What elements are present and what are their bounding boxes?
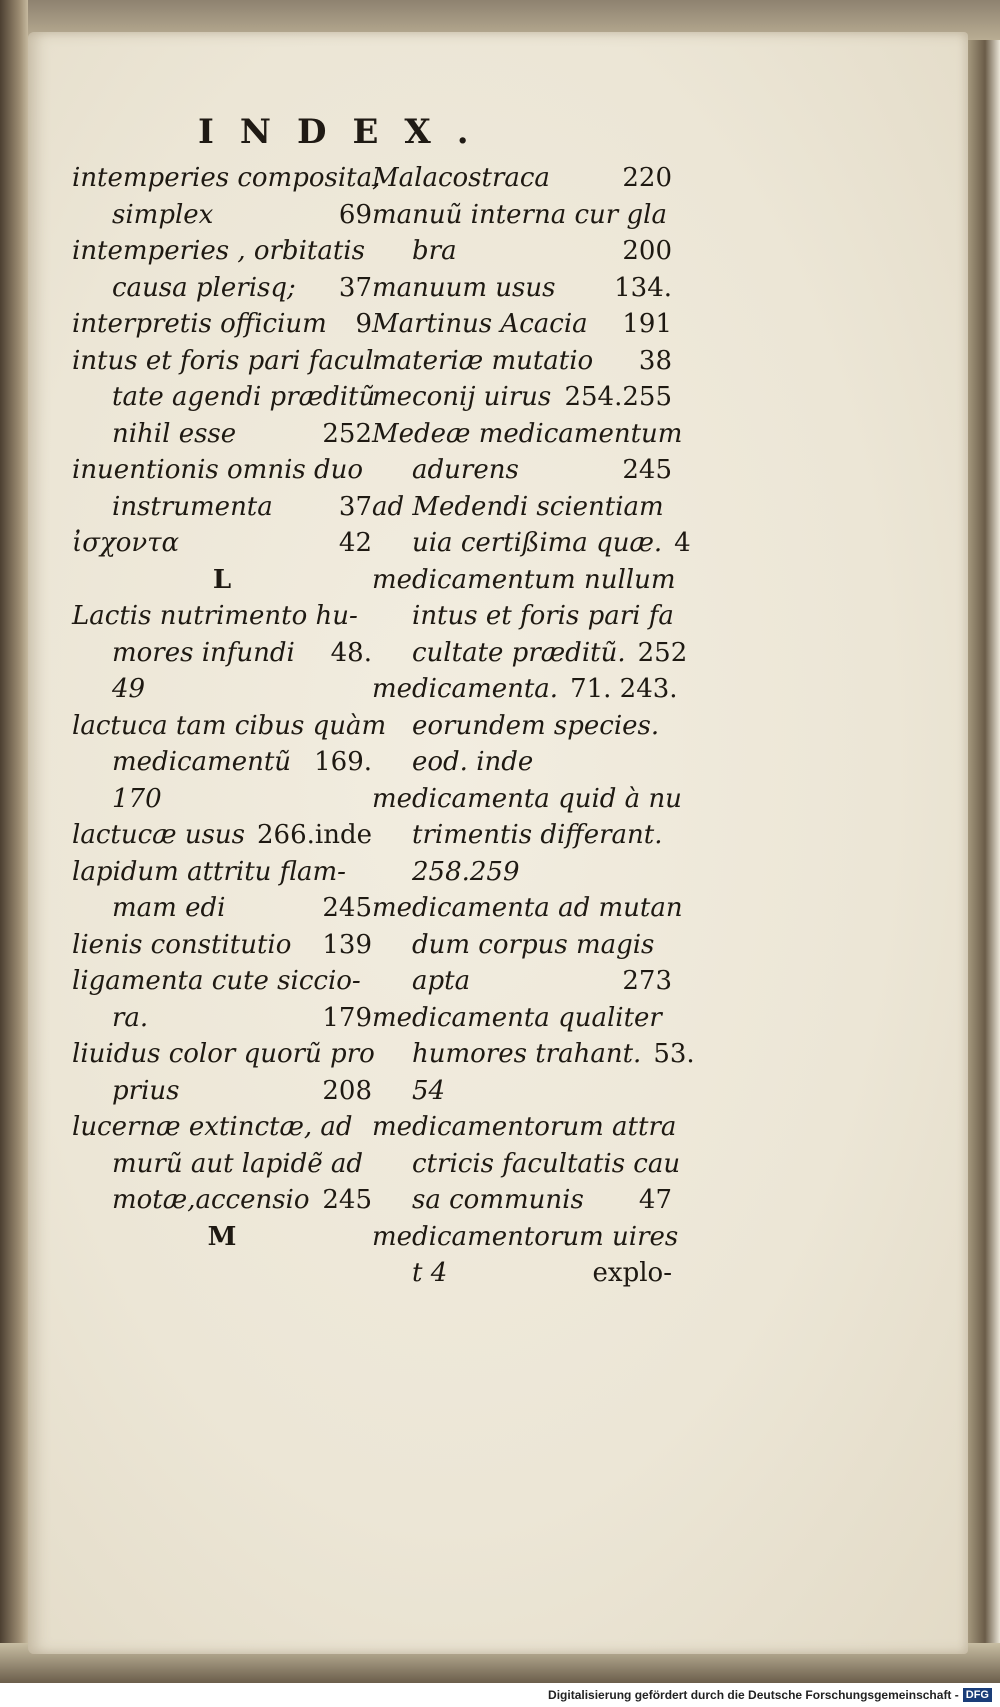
footer-credit: Digitalisierung gefördert durch die Deutsche Forschungsgemeinschaft - [548, 1688, 959, 1702]
index-entry [72, 1182, 372, 1219]
index-entry-page-number: 254.255 [564, 382, 672, 412]
index-entry-text: interpretis officium [72, 309, 327, 339]
index-entry [372, 525, 691, 562]
index-entry [372, 343, 672, 380]
index-entry-text: lactucæ usus [72, 820, 246, 850]
index-entry [372, 598, 672, 635]
index-column-right [372, 160, 695, 1292]
index-entry-page-number: 134. [614, 272, 672, 303]
index-entry-text: instrumenta [112, 491, 273, 522]
index-entry [72, 744, 372, 781]
index-entry-text: tate agendi præditũ [112, 382, 376, 412]
index-entry-page-number: 252 [322, 418, 372, 449]
index-entry-text: medicamenta qualiter [372, 1002, 662, 1033]
index-entry-text: medicamenta quid à nu [372, 783, 682, 814]
index-entry-text: nihil esse [112, 418, 237, 449]
index-entry-text: intemperies composita, [72, 163, 381, 193]
index-entry-text: Malacostraca [372, 163, 550, 193]
index-entry-text: lactuca tam cibus quàm [72, 710, 387, 741]
index-entry [72, 671, 372, 708]
index-entry-text: intus et foris pari facul [72, 345, 374, 376]
index-entry-text: prius [112, 1075, 180, 1106]
index-entry-text: ἰσχοντα [72, 528, 180, 558]
index-entry [72, 963, 372, 1000]
index-entry-page-number: 191 [622, 309, 672, 339]
dfg-logo: DFG [963, 1688, 992, 1702]
index-entry [72, 306, 372, 343]
index-entry-text: dum corpus magis [412, 929, 655, 960]
index-entry [72, 890, 372, 927]
index-entry-page-number: 179 [322, 1002, 372, 1033]
index-entry [372, 817, 672, 854]
index-entry-text: medicamenta ad mutan [372, 893, 683, 923]
index-entry [372, 197, 672, 234]
index-entry [372, 233, 672, 270]
index-entry [372, 416, 683, 453]
index-entry-text: eorundem species. [412, 710, 660, 741]
index-entry-page-number: 266.inde [257, 820, 372, 850]
index-entry-text: apta [412, 966, 471, 996]
index-entry-page-number: 71. 243. [570, 674, 678, 704]
index-entry [72, 416, 372, 453]
index-entry-text: ligamenta cute siccio- [72, 966, 361, 996]
index-entry-page-number: 245 [322, 1185, 372, 1215]
index-entry-text: manuũ interna cur gla [372, 199, 667, 230]
index-entry [372, 452, 672, 489]
index-entry-page-number: 9 [355, 309, 372, 339]
index-entry-page-number: 37 [338, 272, 372, 303]
index-entry-page-number: explo- [592, 1258, 672, 1288]
index-entry-text: adurens [412, 455, 519, 485]
index-entry-page-number: 48. [330, 637, 372, 668]
index-entry [72, 598, 372, 635]
index-entry [372, 708, 672, 745]
index-entry [72, 343, 372, 380]
index-entry [372, 379, 672, 416]
index-entry-page-number: 38 [638, 345, 672, 376]
index-entry-text: ctricis facultatis cau [412, 1148, 681, 1179]
footer-bar [0, 1683, 1000, 1707]
index-entry [372, 306, 672, 343]
index-entry-page-number: 220 [622, 163, 672, 193]
index-entry-text: Martinus Acacia [372, 309, 588, 339]
index-entry [372, 635, 688, 672]
index-entry [72, 1073, 372, 1110]
index-entry [372, 1109, 677, 1146]
index-entry-page-number: 273 [622, 966, 672, 996]
index-entry [72, 1036, 375, 1073]
index-entry-page-number: 200 [622, 236, 672, 266]
index-entry-page-number: 69 [338, 199, 372, 230]
index-entry-text: bra [412, 236, 457, 266]
index-entry [372, 489, 672, 526]
index-entry [72, 197, 372, 234]
index-entry-text: liuidus color quorũ pro [72, 1039, 375, 1069]
index-entry-page-number: 53. [653, 1039, 695, 1069]
index-entry-text: trimentis differant. [412, 820, 663, 850]
index-entry-text: Lactis nutrimento hu- [72, 601, 358, 631]
index-entry-page-number: 245 [622, 455, 672, 485]
index-entry-text: causa plerisq; [112, 272, 296, 303]
index-entry-text: uia certißima quæ. [412, 528, 663, 558]
index-entry-text: lapidum attritu flam- [72, 856, 346, 887]
index-entry [72, 817, 372, 854]
index-entry-text: materiæ mutatio [372, 345, 594, 376]
index-section-letter [72, 562, 372, 599]
index-entry-text: cultate præditũ. [412, 637, 626, 668]
index-entry [72, 233, 372, 270]
index-entry [72, 489, 372, 526]
index-entry [372, 1146, 681, 1183]
index-column-left [72, 160, 387, 1255]
index-entry [72, 1000, 372, 1037]
book-binding [0, 0, 28, 1707]
index-entry-text: 49 [112, 674, 146, 704]
index-entry-text: manuum usus [372, 272, 556, 303]
index-entry [372, 1182, 672, 1219]
index-entry [372, 562, 676, 599]
index-entry-text: medicamentum nullum [372, 564, 676, 595]
index-entry [72, 1109, 372, 1146]
index-entry-page-number: 4 [674, 528, 691, 558]
index-entry [372, 1219, 679, 1256]
index-entry-text: intemperies , orbitatis [72, 236, 365, 266]
index-entry-text: medicamenta. [372, 674, 559, 704]
index-entry [372, 1000, 672, 1037]
index-entry-text: simplex [112, 199, 214, 230]
index-entry [372, 781, 682, 818]
index-entry-page-number: 169. [314, 747, 372, 777]
index-entry-text: medicamentorum uires [372, 1221, 679, 1252]
index-entry [72, 635, 372, 672]
index-entry [372, 927, 672, 964]
index-entry-text: L [212, 564, 232, 595]
index-entry-text: 258.259 [412, 856, 520, 887]
index-entry-page-number: 245 [322, 893, 372, 923]
index-entry-text: inuentionis omnis duo [72, 455, 364, 485]
index-entry-text: murũ aut lapidẽ ad [112, 1148, 364, 1179]
index-entry [372, 854, 672, 891]
index-entry-page-number: 37 [338, 491, 372, 522]
index-entry [72, 781, 372, 818]
index-entry [372, 890, 683, 927]
index-entry-text: medicamentũ [112, 747, 292, 777]
index-entry-page-number: 42 [338, 528, 372, 558]
index-entry [72, 708, 387, 745]
index-entry-text: medicamentorum attra [372, 1112, 677, 1142]
index-entry [72, 379, 376, 416]
index-entry [372, 1255, 672, 1292]
index-entry-text: motæ,accensio [112, 1185, 310, 1215]
index-entry-text: M [207, 1221, 237, 1252]
index-entry [72, 525, 372, 562]
index-entry [372, 160, 672, 197]
index-entry-page-number: 208 [322, 1075, 372, 1106]
index-entry-text: sa communis [412, 1185, 584, 1215]
page-header: INDEX. [198, 112, 495, 152]
index-entry-text: ra. [112, 1002, 149, 1033]
index-entry-text: 54 [412, 1075, 446, 1106]
index-entry-text: 170 [112, 783, 162, 814]
index-entry [372, 270, 672, 307]
index-entry-text: mam edi [112, 893, 226, 923]
index-entry-text: lucernæ extinctæ, ad [72, 1112, 353, 1142]
index-entry [372, 963, 672, 1000]
index-entry [372, 671, 678, 708]
index-entry-text: lienis constitutio [72, 929, 292, 960]
index-entry [72, 854, 372, 891]
index-entry [372, 1036, 695, 1073]
index-entry [72, 160, 381, 197]
index-entry-text: intus et foris pari fa [412, 601, 674, 631]
index-entry-text: humores trahant. [412, 1039, 642, 1069]
index-entry-text: eod. inde [412, 747, 534, 777]
index-entry [372, 744, 672, 781]
index-entry-text: Medeæ medicamentum [372, 418, 683, 449]
index-entry-text: t 4 [412, 1258, 448, 1288]
index-entry [372, 1073, 672, 1110]
index-entry [72, 927, 372, 964]
index-entry [72, 452, 372, 489]
index-entry-text: mores infundi [112, 637, 295, 668]
index-entry-page-number: 139 [322, 929, 372, 960]
index-entry-page-number: 47 [638, 1185, 672, 1215]
index-entry-page-number: 252 [637, 637, 688, 668]
index-entry-text: ad Medendi scientiam [372, 491, 664, 522]
index-entry-text: meconij uirus [372, 382, 552, 412]
index-section-letter [72, 1219, 372, 1256]
index-entry [72, 1146, 372, 1183]
index-entry [72, 270, 372, 307]
